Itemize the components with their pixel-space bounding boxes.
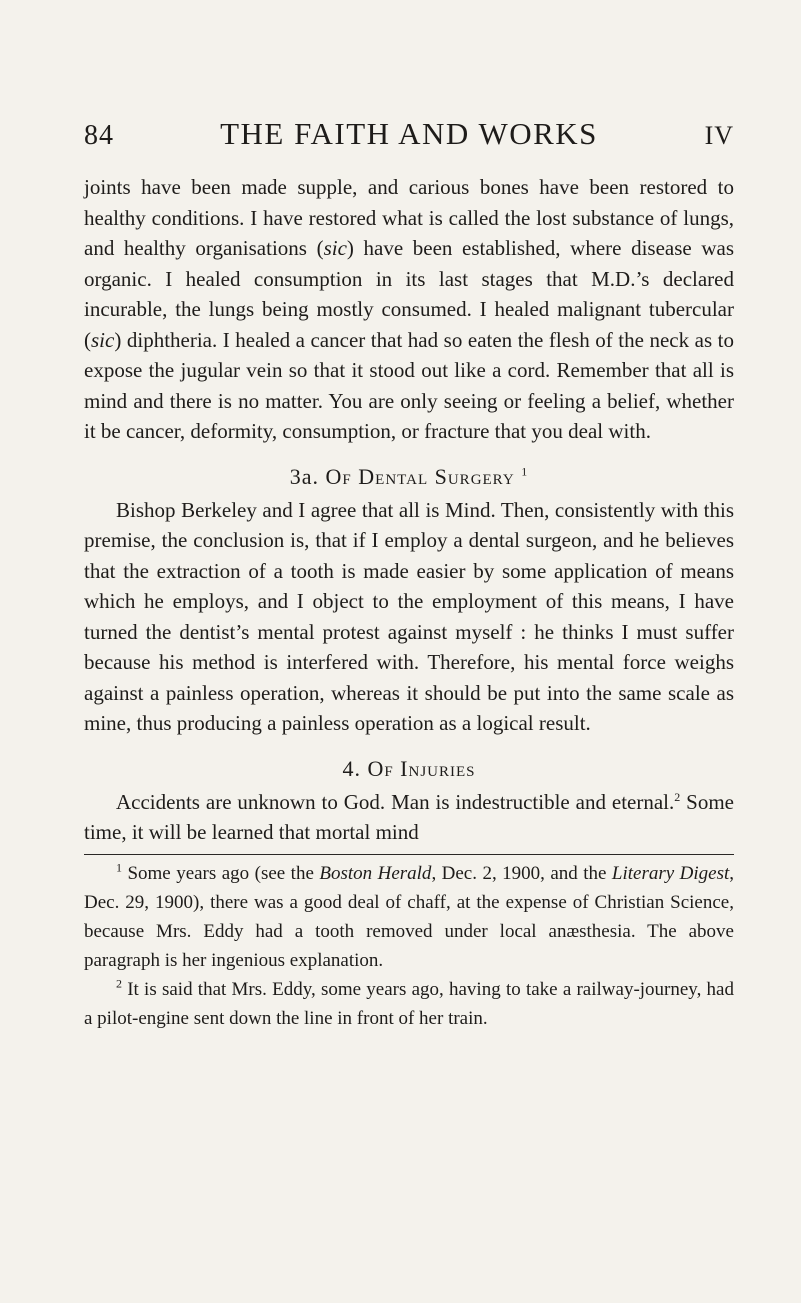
paragraph: Bishop Berkeley and I agree that all is Mind. Then, consistently with this premise, the conclusion is, that if I employ a dental surgeon, and he believes that the extraction of a tooth is made easier by some application of means which he employs, and I object to the employment of this means, I have turned the dentist’s mental protest against myself : he thinks I must suffer because his method is interfered with. Therefore, his mental force weighs against a painless operation, whereas it should be put into the same scale as mine, thus producing a painless operation as a logical result. (84, 497, 734, 735)
footnote-divider (84, 854, 734, 855)
section-number: IV (704, 121, 734, 150)
footnote-ref: 1 (521, 464, 529, 479)
running-title: THE FAITH AND WORKS (220, 116, 598, 151)
paragraph: Accidents are unknown to God. Man is indestructible and eternal.$^2$ Some time, it will be learned that mortal mind (84, 789, 734, 844)
paragraph: joints have been made supple, and carious bones have been restored to healthy conditions. I have restored what is called the lost substance of lungs, and healthy organisations (sic) have been established, where disease was organic. I healed consumption in its last stages that M.D.’s declared incurable, the lungs being mostly consumed. I healed malignant tubercular (sic) diphtheria. I healed a cancer that had so eaten the flesh of the neck as to expose the jugular vein so that it stood out like a cord. Remember that all is mind and there is no matter. You are only seeing or feeling a belief, whether it be cancer, deformity, consumption, or fracture that you deal with. (84, 175, 734, 443)
footnote-ref: 2 (674, 789, 681, 804)
page-number: 84 (84, 120, 114, 151)
page-body (84, 172, 734, 1033)
running-header (84, 116, 734, 156)
section-heading: 3a. Of Dental Surgery $^1$ (289, 463, 529, 489)
sic-mark: sic (323, 236, 347, 260)
footnote: $^1$ Some years ago (see the Boston Herald, Dec. 2, 1900, and the Literary Digest, Dec. 29, 1900), there was a good deal of chaff, at the expense of Christian Science, because Mrs. Eddy had a tooth removed under local anæsthesia. The above paragraph is her ingenious explanation. (84, 860, 735, 971)
sic-mark: sic (91, 327, 115, 352)
footnotes (84, 859, 734, 1033)
section-heading: 4. Of Injuries (342, 755, 476, 781)
footnote: $^2$ It is said that Mrs. Eddy, some years ago, having to take a railway-journey, had a pilot-engine sent down the line in front of her train. (84, 976, 734, 1029)
